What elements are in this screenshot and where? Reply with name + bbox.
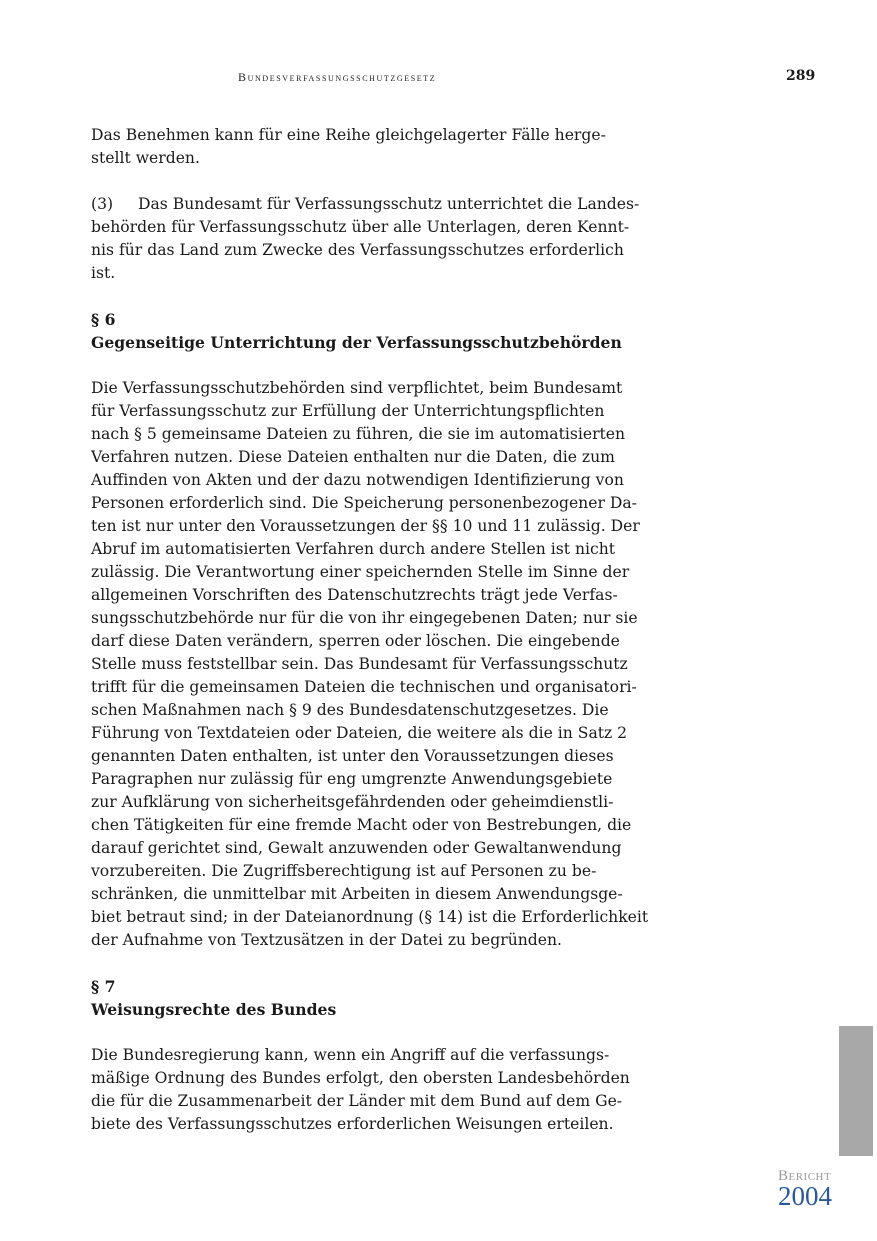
text-line: ist. xyxy=(91,264,116,282)
section-6 xyxy=(91,308,651,952)
text-line: der Aufnahme von Textzusätzen in der Datei zu begründen. xyxy=(91,931,563,949)
text-line: darauf gerichtet sind, Gewalt anzuwenden oder Gewaltanwendung xyxy=(91,839,622,857)
section-title: Gegenseitige Unterrichtung der Verfassungsschutzbehörden xyxy=(91,333,622,352)
text-line: die für die Zusammenarbeit der Länder mit dem Bund auf dem Ge- xyxy=(91,1092,623,1110)
text-line: schen Maßnahmen nach § 9 des Bundesdatenschutzgesetzes. Die xyxy=(91,701,609,719)
text-line: für Verfassungsschutz zur Erfüllung der Unterrichtungspflichten xyxy=(91,402,605,420)
text-line: stellt werden. xyxy=(91,149,200,167)
text-line: Auffinden von Akten und der dazu notwendigen Identifizierung von xyxy=(91,471,624,489)
running-title: Bundesverfassungsschutzgesetz xyxy=(238,70,437,84)
page-number: 289 xyxy=(786,68,816,84)
text-line: Paragraphen nur zulässig für eng umgrenzte Anwendungsgebiete xyxy=(91,770,613,788)
text-line: darf diese Daten verändern, sperren oder löschen. Die eingebende xyxy=(91,632,620,650)
text-line: biet betraut sind; in der Dateianordnung (§ 14) ist die Erforderlichkeit xyxy=(91,908,649,926)
paragraph-3 xyxy=(91,193,651,285)
text-line: Die Verfassungsschutzbehörden sind verpflichtet, beim Bundesamt xyxy=(91,379,623,397)
text-line: ten ist nur unter den Voraussetzungen der §§ 10 und 11 zulässig. Der xyxy=(91,517,640,535)
text-line: chen Tätigkeiten für eine fremde Macht oder von Bestrebungen, die xyxy=(91,816,632,834)
text-line: Personen erforderlich sind. Die Speicherung personenbezogener Da- xyxy=(91,494,637,512)
paragraph-number: (3) xyxy=(91,195,114,213)
text-line: schränken, die unmittelbar mit Arbeiten in diesem Anwendungsge- xyxy=(91,885,623,903)
text-line: trifft für die gemeinsamen Dateien die technischen und organisatori- xyxy=(91,678,637,696)
text-line: mäßige Ordnung des Bundes erfolgt, den obersten Landesbehörden xyxy=(91,1069,630,1087)
section-body xyxy=(91,1044,651,1136)
text-line: Das Bundesamt für Verfassungsschutz unterrichtet die Landes- xyxy=(138,195,640,213)
report-logo xyxy=(778,1168,848,1210)
section-number: § 7 xyxy=(91,977,116,996)
text-line: zur Aufklärung von sicherheitsgefährdenden oder geheimdienstli- xyxy=(91,793,614,811)
text-line: sungsschutzbehörde nur für die von ihr eingegebenen Daten; nur sie xyxy=(91,609,638,627)
text-line: zulässig. Die Verantwortung einer speichernden Stelle im Sinne der xyxy=(91,563,630,581)
text-line: allgemeinen Vorschriften des Datenschutzrechts trägt jede Verfas- xyxy=(91,586,618,604)
side-thumb-tab xyxy=(839,1026,873,1156)
text-line: behörden für Verfassungsschutz über alle Unterlagen, deren Kennt- xyxy=(91,218,630,236)
text-line: genannten Daten enthalten, ist unter den Voraussetzungen dieses xyxy=(91,747,614,765)
text-line: Abruf im automatisierten Verfahren durch andere Stellen ist nicht xyxy=(91,540,616,558)
section-body xyxy=(91,377,651,952)
text-line: Führung von Textdateien oder Dateien, die weitere als die in Satz 2 xyxy=(91,724,628,742)
text-line: Die Bundesregierung kann, wenn ein Angriff auf die verfassungs- xyxy=(91,1046,610,1064)
section-7 xyxy=(91,975,651,1136)
logo-year: 2004 xyxy=(778,1181,832,1211)
text-line: Stelle muss feststellbar sein. Das Bundesamt für Verfassungsschutz xyxy=(91,655,628,673)
text-line: nis für das Land zum Zwecke des Verfassungsschutzes erforderlich xyxy=(91,241,624,259)
text-line: Das Benehmen kann für eine Reihe gleichgelagerter Fälle herge- xyxy=(91,126,606,144)
logo-word: Bericht xyxy=(778,1168,832,1184)
section-title: Weisungsrechte des Bundes xyxy=(91,1000,337,1019)
text-line: Verfahren nutzen. Diese Dateien enthalten nur die Daten, die zum xyxy=(91,448,615,466)
page-body xyxy=(91,124,651,1136)
text-line: biete des Verfassungsschutzes erforderlichen Weisungen erteilen. xyxy=(91,1115,614,1133)
paragraph-continuation xyxy=(91,124,651,170)
text-line: nach § 5 gemeinsame Dateien zu führen, die sie im automatisierten xyxy=(91,425,626,443)
text-line: vorzubereiten. Die Zugriffsberechtigung ist auf Personen zu be- xyxy=(91,862,597,880)
section-number: § 6 xyxy=(91,310,116,329)
